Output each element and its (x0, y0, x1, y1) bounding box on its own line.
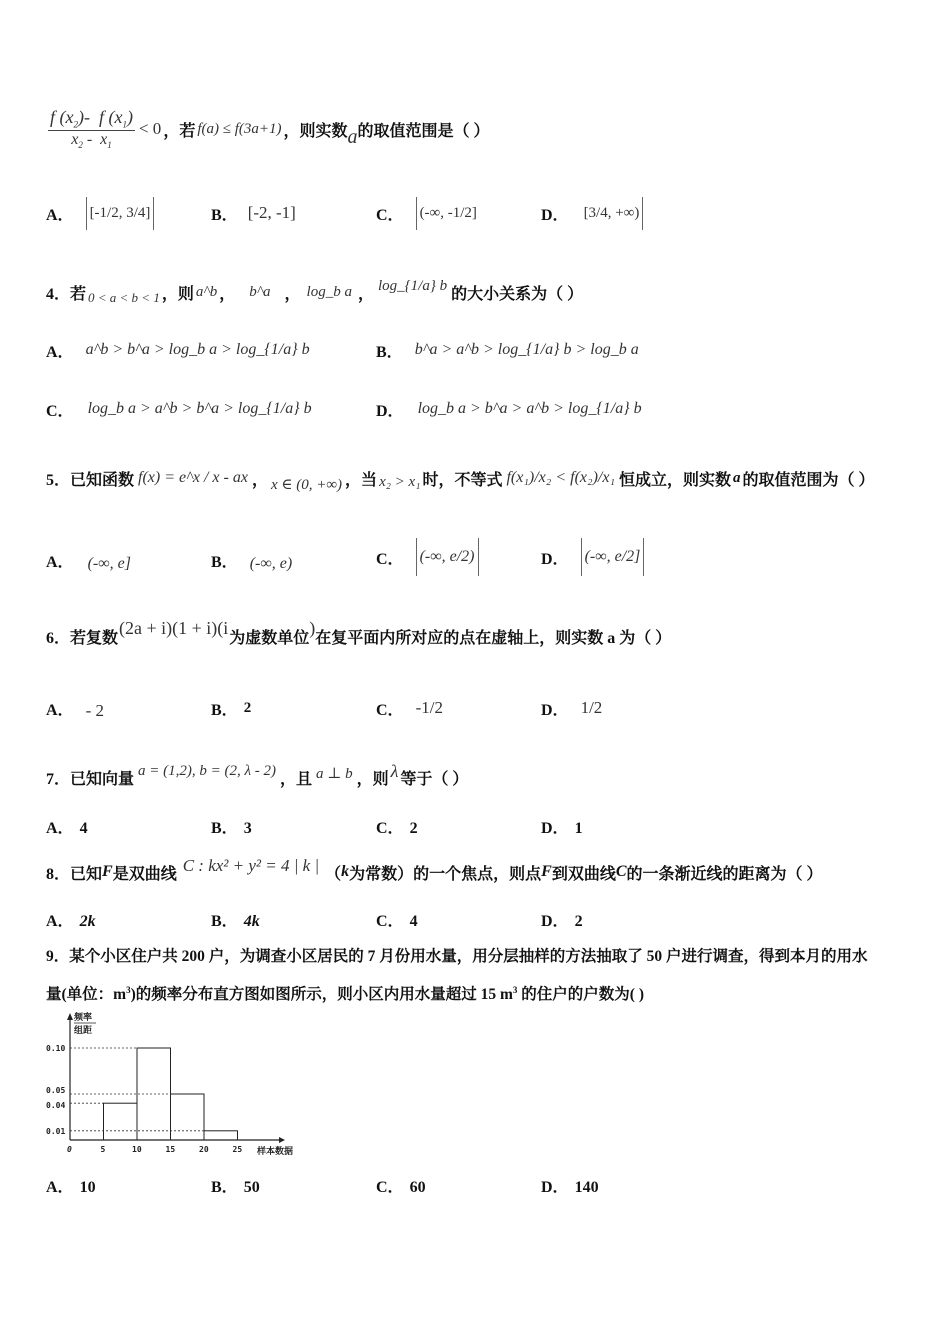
q7-option-d[interactable]: D． 1 (541, 820, 583, 837)
q7-option-d-expr: 1 (574, 820, 583, 837)
x-tick-label: 0 (67, 1145, 72, 1154)
q4-expr-3: log_b a (306, 283, 352, 300)
q7-option-b[interactable]: B． 3 (211, 820, 252, 837)
q6-option-d-expr: 1/2 (580, 698, 603, 717)
q6-option-d[interactable]: D． 1/2 (541, 698, 603, 719)
x-tick-label: 25 (232, 1145, 243, 1154)
x-tick-label: 5 (100, 1145, 106, 1154)
q6-option-a-expr: - 2 (85, 701, 104, 720)
q7-option-a[interactable]: A． 4 (46, 820, 88, 837)
q4-option-d-expr: log_b a > b^a > a^b > log_{1/a} b (417, 400, 642, 417)
x-tick-label: 10 (132, 1145, 142, 1154)
q6-option-a[interactable]: A． - 2 (46, 701, 104, 720)
q3-option-c[interactable]: C． (-∞, -1/2] (376, 190, 480, 236)
q3-option-d-expr: [3/4, +∞) (581, 197, 644, 230)
q9-stem-line-2: 量(单位：$m^3$)的频率分布直方图如图所示，则小区内用水量超过 15 $m^3$ 的住户的户数为( ) (46, 984, 644, 1003)
histogram-bar (104, 1103, 138, 1140)
q4-expr-2: b^a (249, 283, 271, 300)
q5-option-d-expr: (-∞, e/2] (581, 538, 645, 576)
q4-option-a-expr: a^b > b^a > log_b a > log_{1/a} b (85, 341, 310, 358)
q9-option-a-expr: 10 (79, 1179, 96, 1196)
q5-option-a-expr: (-∞, e] (87, 555, 131, 572)
q7-vectors: a = (1,2), b = (2, λ - 2) (138, 762, 276, 779)
x-axis-label: 样本数据 (257, 1147, 294, 1157)
q5-option-c-expr: (-∞, e/2) (416, 538, 479, 576)
q7-stem: 7．已知向量 a = (1,2), b = (2, λ - 2) ，且 a ⊥ b ，则 λ 等于（ ） (46, 760, 469, 788)
y-tick-label: 0.01 (46, 1126, 66, 1136)
q7-option-b-expr: 3 (243, 820, 252, 837)
q4-option-c[interactable]: C． log_b a > a^b > b^a > log_{1/a} b (46, 400, 312, 420)
q3-option-b-expr: [-2, -1] (247, 203, 296, 222)
x-tick-label: 20 (199, 1145, 209, 1154)
x-tick-label: 15 (165, 1145, 176, 1154)
q8-option-c[interactable]: C． 4 (376, 913, 418, 930)
q9-option-b-expr: 50 (243, 1179, 260, 1196)
q7-var: λ (390, 760, 399, 781)
q9-option-c-expr: 60 (409, 1179, 426, 1196)
q3-option-b[interactable]: B． [-2, -1] (211, 203, 296, 224)
q9-option-d-expr: 140 (574, 1179, 599, 1196)
y-axis-label-top: 频率 (74, 1013, 93, 1023)
q4-option-b-expr: b^a > a^b > log_{1/a} b > log_b a (414, 341, 639, 358)
q4-option-c-expr: log_b a > a^b > b^a > log_{1/a} b (87, 400, 312, 417)
q3-option-c-expr: (-∞, -1/2] (416, 197, 480, 230)
q7-option-c[interactable]: C． 2 (376, 820, 418, 837)
histogram-bar (171, 1094, 205, 1140)
q5-option-c[interactable]: C． (-∞, e/2) (376, 534, 479, 580)
q7-option-a-expr: 4 (79, 820, 88, 837)
q3-lead-fraction: $\frac{f (x_2)- f (x_1)}{x_2 - x_1}$ (50, 107, 133, 151)
q8-option-a-expr: 2k (79, 913, 96, 930)
q5-option-d[interactable]: D． (-∞, e/2] (541, 534, 644, 580)
histogram-chart (40, 1010, 300, 1165)
q8-option-c-expr: 4 (409, 913, 418, 930)
q6-option-c[interactable]: C． -1/2 (376, 698, 443, 719)
q5-stem: 5．已知函数 f(x) = e^x / x - ax ， x ∈ (0, +∞) ，当 x₂ > x₁ 时，不等式 f(x₁)/x₂ < f(x₂)/x₁ 恒成立，则实数 a 的取值范围为（ ） (46, 469, 875, 493)
q8-option-b-expr: 4k (243, 913, 260, 930)
q4-expr-1: a^b (195, 283, 218, 300)
q4-stem: 4．若 0 < a < b < 1 ，则 a^b ， b^a ， log_b a ， log_{1/a} b 的大小关系为（ ） (46, 277, 584, 305)
x-axis-arrow (279, 1137, 285, 1143)
q5-function: f(x) = e^x / x - ax (138, 469, 248, 486)
q3-var: a (347, 125, 358, 148)
q6-option-c-expr: -1/2 (415, 698, 443, 717)
q5-condition: x₂ > x₁ (379, 473, 421, 490)
q8-option-b[interactable]: B． 4k (211, 913, 260, 930)
q6-option-b-expr: 2 (243, 699, 252, 716)
q9-option-c[interactable]: C． 60 (376, 1179, 426, 1196)
q9-option-a[interactable]: A． 10 (46, 1179, 96, 1196)
q8-option-d[interactable]: D． 2 (541, 913, 583, 930)
q3-condition: f(a) ≤ f(3a+1) (197, 120, 282, 137)
q8-stem: 8．已知 F 是双曲线 C : kx² + y² = 4 | k | （ k 为常数）的一个焦点，则点 F 到双曲线 C 的一条渐近线的距离为（ ） (46, 856, 823, 883)
q6-stem: 6．若复数 (2a + i)(1 + i)(i 为虚数单位 ) 在复平面内所对应的点在虚轴上，则实数 a 为（ ） (46, 617, 672, 647)
q5-option-a[interactable]: A． (-∞, e] (46, 553, 131, 572)
y-axis-label-bottom: 组距 (74, 1026, 93, 1036)
q3-option-a-expr: [-1/2, 3/4] (86, 197, 155, 230)
q3-stem: $\frac{f (x_2)- f (x_1)}{x_2 - x_1}$ < 0 ，若 f(a) ≤ f(3a+1) ，则实数 a 的取值范围是（ ） (50, 107, 490, 151)
q8-option-a[interactable]: A． 2k (46, 913, 96, 930)
histogram-layer (46, 1011, 293, 1157)
q3-option-a[interactable]: A． [-1/2, 3/4] (46, 190, 154, 236)
q8-option-d-expr: 2 (574, 913, 583, 930)
q9-option-b[interactable]: B． 50 (211, 1179, 260, 1196)
y-tick-label: 0.10 (46, 1044, 66, 1053)
q6-expr: (2a + i)(1 + i)(i (119, 617, 229, 638)
q4-option-a[interactable]: A． a^b > b^a > log_b a > log_{1/a} b (46, 341, 310, 361)
q4-option-d[interactable]: D． log_b a > b^a > a^b > log_{1/a} b (376, 400, 642, 420)
q5-option-b-expr: (-∞, e) (249, 555, 293, 572)
q4-condition: 0 < a < b < 1 (88, 290, 160, 305)
histogram-bar (204, 1131, 238, 1140)
q9-option-d[interactable]: D． 140 (541, 1179, 599, 1196)
y-tick-label: 0.04 (46, 1101, 66, 1111)
q5-domain: x ∈ (0, +∞) (270, 476, 343, 493)
q9-stem-line-1: 9．某个小区住户共 200 户，为调查小区居民的 7 月份用水量，用分层抽样的方法抽取了 50 户进行调查，得到本月的用水 (46, 948, 868, 965)
q3-option-d[interactable]: D． [3/4, +∞) (541, 190, 643, 236)
y-axis-arrow (67, 1013, 73, 1020)
q4-expr-4: log_{1/a} b (377, 277, 448, 294)
q7-option-c-expr: 2 (409, 820, 418, 837)
y-tick-label: 0.05 (46, 1086, 66, 1095)
q7-condition: a ⊥ b (316, 765, 353, 782)
q8-hyperbola: C : kx² + y² = 4 | k | (182, 856, 320, 875)
q5-inequality: f(x₁)/x₂ < f(x₂)/x₁ (506, 469, 615, 486)
q4-option-b[interactable]: B． b^a > a^b > log_{1/a} b > log_b a (376, 341, 639, 361)
q6-option-b[interactable]: B． 2 (211, 699, 252, 719)
q5-option-b[interactable]: B． (-∞, e) (211, 553, 293, 572)
